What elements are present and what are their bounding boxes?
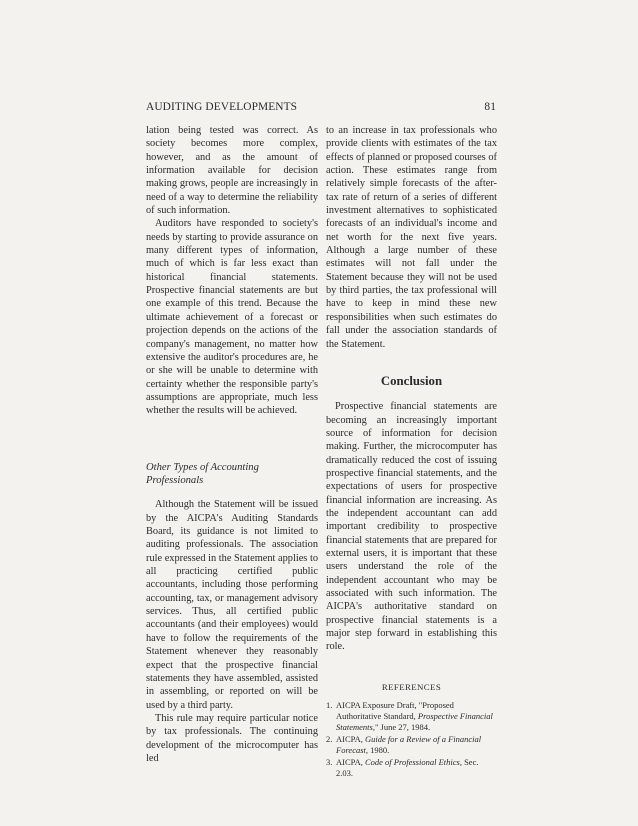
- paragraph: Prospective financial statements are becoming an increasingly important source of information for decision making. Further, the microcomputer has dramatically reduced the cost of issuing prospective financial statements, and the expectations of users for prospective financial information are increasing. As the independent accountant can add important credibility to prospective financial statements that are prepared for external users, it is important that these users understand the role of the independent accountant who may be associated with such information. The AICPA's authoritative standard on prospective financial statements is a major step forward in establishing this role.: [326, 401, 497, 653]
- right-column: [326, 124, 497, 779]
- paragraph: lation being tested was correct. As society becomes more complex, however, and as the amount of information available for decision making grows, people are increasingly in need of a way to determine the reliability of such information.: [146, 125, 318, 217]
- section-heading: Conclusion: [380, 373, 443, 388]
- reference-item: 2. AICPA, Guide for a Review of a Financial Forecast, 1980.: [326, 733, 482, 755]
- page-number: 81: [484, 101, 496, 113]
- section-subheading: Other Types of Accounting Professionals: [146, 461, 259, 486]
- paragraph: Although the Statement will be issued by the AICPA's Auditing Standards Board, its guidance is not limited to auditing professionals. The association rule expressed in the Statement applies to all practicing certified public accountants, including those performing accounting, tax, or management advisory services. Thus, all certified public accountants (and their employees) would have to follow the requirements of the Statement whenever they reasonably expect that the prospective financial statements they have assembled, assisted in assembling, or reported on will be used by a third party.: [146, 499, 318, 711]
- page-header: [146, 101, 496, 113]
- paragraph: Auditors have responded to society's needs by starting to provide assurance on many different types of information, much of which is far less exact than historical financial statements. Prospective financial statements are but one example of this trend. Because the ultimate achievement of a forecast or projection depends on the actions of the company's management, no matter how extensive the auditor's procedures are, he or she will be unable to determine with certainty whether the responsible party's assumptions are appropriate, much less whether the results will be achieved.: [146, 218, 318, 417]
- references-list: [326, 700, 497, 779]
- running-title: AUDITING DEVELOPMENTS: [146, 101, 298, 113]
- reference-item: 1. AICPA Exposure Draft, "Proposed Authoritative Standard, Prospective Financial Statements," June 27, 1984.: [326, 700, 493, 733]
- reference-item: 3. AICPA, Code of Professional Ethics, Sec. 2.03.: [326, 756, 479, 778]
- left-column: [146, 124, 318, 765]
- references-title: REFERENCES: [381, 681, 442, 692]
- paragraph: to an increase in tax professionals who provide clients with estimates of the tax effects of planned or proposed courses of action. These estimates range from relatively simple forecasts of the after-tax rate of return of a series of different investment alternatives to sophisticated forecasts of an individual's income and net worth for the next five years. Although a large number of these estimates will not fall under the Statement because they will not be used by third parties, the tax professional will have to keep in mind these new responsibilities when such estimates do fall under the association standards of the Statement.: [326, 125, 497, 350]
- paragraph: This rule may require particular notice by tax professionals. The continuing development of the microcomputer has led: [146, 712, 318, 764]
